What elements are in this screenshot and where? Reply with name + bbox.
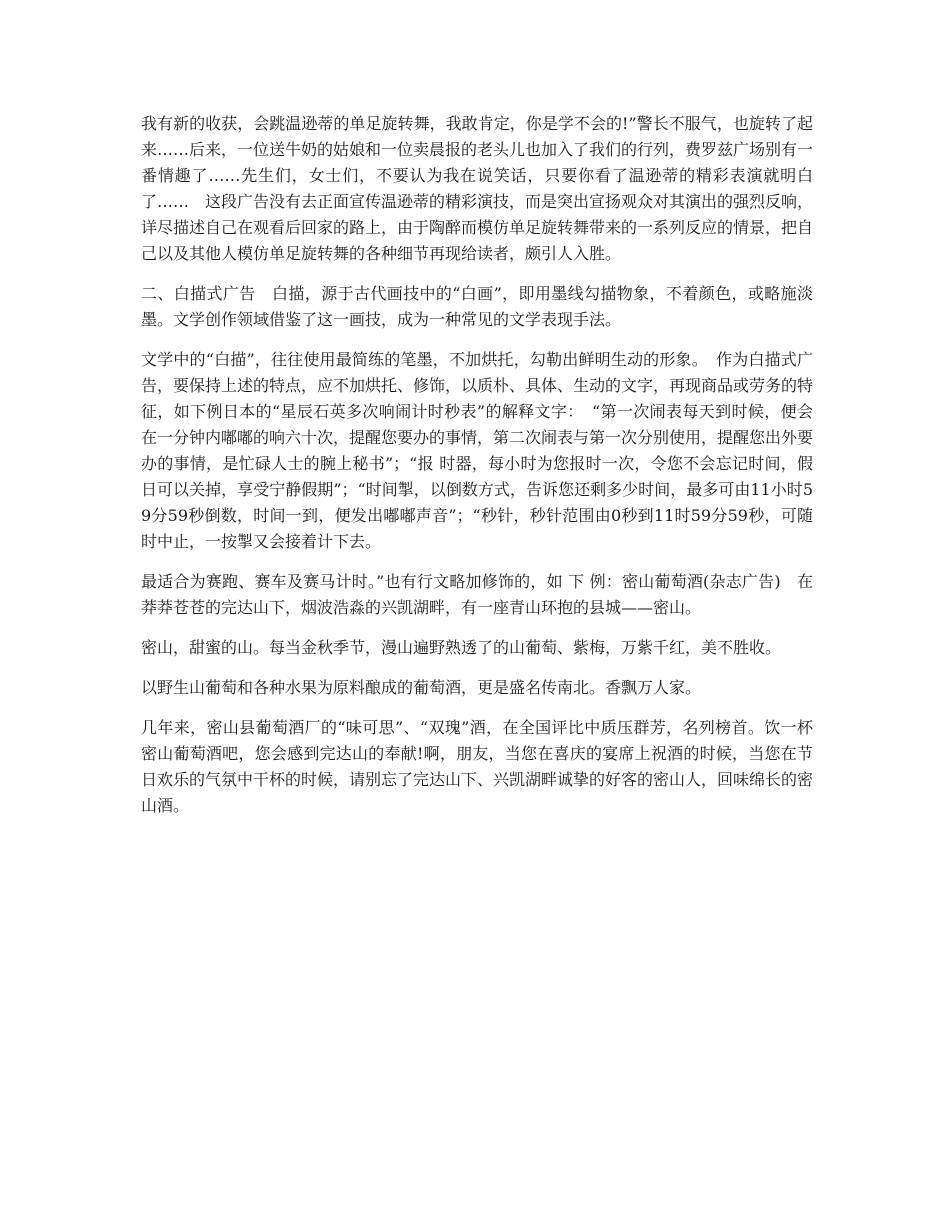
paragraph-4: 最适合为赛跑、赛车及赛马计时。”也有行文略加修饰的，如 下 例：密山葡萄酒(杂志广告) 在莽莽苍苍的完达山下，烟波浩淼的兴凯湖畔，有一座青山环抱的县城——密山。: [141, 572, 813, 617]
paragraph-2: 二、白描式广告 白描，源于古代画技中的“白画”，即用墨线勾描物象，不着颜色，或略施淡墨。文学创作领域借鉴了这一画技，成为一种常见的文学表现手法。: [141, 284, 813, 329]
paragraph-7: 几年来，密山县葡萄酒厂的“味可思”、“双瑰”酒，在全国评比中质压群芳，名列榜首。饮一杯密山葡萄酒吧，您会感到完达山的奉献!啊，朋友，当您在喜庆的宴席上祝酒的时候，当您在节日欢乐的气氛中干杯的时候，请别忘了完达山下、兴凯湖畔诚挚的好客的密山人，回味绵长的密山酒。: [141, 718, 814, 815]
paragraph-5: 密山，甜蜜的山。每当金秋季节，漫山遍野熟透了的山葡萄、紫梅，万紫千红，美不胜收。: [141, 638, 782, 657]
document-page: [141, 111, 813, 833]
paragraph-3: 文学中的“白描”，往往使用最简练的笔墨，不加烘托，勾勒出鲜明生动的形象。 作为白描式广告，要保持上述的特点，应不加烘托、修饰，以质朴、具体、生动的文字，再现商品或劳务的特征，如下例日本的“星辰石英多次响闹计时秒表”的解释文字： “第一次闹表每天到时候，便会在一分钟内嘟嘟的响六十次，提醒您要办的事情，第二次闹表与第一次分别使用，提醒您出外要办的事情，是忙碌人士的腕上秘书”；“报 时器，每小时为您报时一次，令您不会忘记时间，假日可以关掉，享受宁静假期”；“时间掣，以倒数方式，告诉您还剩多少时间，最多可由11小时59分59秒倒数，时间一到，便发出嘟嘟声音”；“秒针，秒针范围由0秒到11时59分59秒，可随时中止，一按掣又会接着计下去。: [141, 350, 814, 551]
paragraph-6: 以野生山葡萄和各种水果为原料酿成的葡萄酒，更是盛名传南北。香飘万人家。: [141, 678, 702, 697]
paragraph-1: 我有新的收获，会跳温逊蒂的单足旋转舞，我敢肯定，你是学不会的!”警长不服气，也旋转了起来……后来，一位送牛奶的姑娘和一位卖晨报的老头儿也加入了我们的行列，费罗兹广场别有一番情趣了……先生们，女士们，不要认为我在说笑话，只要你看了温逊蒂的精彩表演就明白了…… 这段广告没有去正面宣传温逊蒂的精彩演技，而是突出宣扬观众对其演出的强烈反响，详尽描述自己在观看后回家的路上，由于陶醉而模仿单足旋转舞带来的一系列反应的情景，把自己以及其他人模仿单足旋转舞的各种细节再现给读者，颇引人入胜。: [141, 114, 814, 263]
